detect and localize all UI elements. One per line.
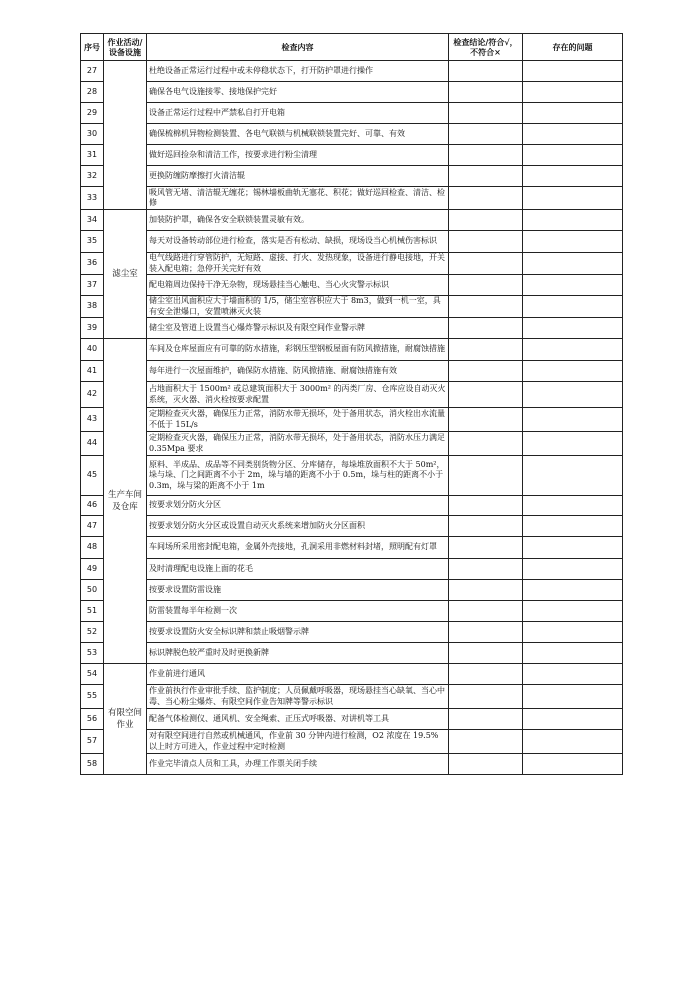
row-content: 配备气体检测仪、通风机、安全绳索、正压式呼吸器、对讲机等工具 [147, 709, 449, 730]
header-no: 序号 [81, 34, 104, 61]
table-row [81, 253, 623, 275]
row-content: 原料、半成品、成品等不同类别货物分区、分库储存，每垛堆放面积不大于 50m²，垛与垛、门之间距离不小于 2m，垛与墙的距离不小于 0.5m，垛与柱的距离不小于 0.3m，垛与梁的距离不小于 1m [147, 456, 449, 496]
result-cell[interactable] [449, 210, 523, 231]
row-content: 定期检查灭火器，确保压力正常，消防水带无损坏，处于备用状态，消火栓出水流量不低于 15L/s [147, 408, 449, 432]
issue-cell[interactable] [523, 361, 623, 382]
table-row [81, 231, 623, 253]
result-cell[interactable] [449, 496, 523, 516]
table-row [81, 664, 623, 685]
result-cell[interactable] [449, 339, 523, 361]
issue-cell[interactable] [523, 496, 623, 516]
result-cell[interactable] [449, 361, 523, 382]
issue-cell[interactable] [523, 166, 623, 187]
table-row [81, 730, 623, 754]
row-no: 36 [81, 253, 104, 275]
row-content: 车间场所采用密封配电箱，金属外壳接地，孔洞采用非燃材料封堵，照明配有灯罩 [147, 537, 449, 559]
table-row [81, 382, 623, 408]
issue-cell[interactable] [523, 82, 623, 103]
issue-cell[interactable] [523, 231, 623, 253]
table-row [81, 496, 623, 516]
row-content: 定期检查灭火器，确保压力正常，消防水带无损坏，处于备用状态，消防水压力满足 0.35Mpa 要求 [147, 432, 449, 456]
row-no: 35 [81, 231, 104, 253]
header-activity: 作业活动/设备设施 [104, 34, 147, 61]
result-cell[interactable] [449, 664, 523, 685]
result-cell[interactable] [449, 730, 523, 754]
row-no: 30 [81, 124, 104, 145]
row-content: 按要求划分防火分区 [147, 496, 449, 516]
row-content: 及时清理配电设施上面的花毛 [147, 559, 449, 580]
issue-cell[interactable] [523, 296, 623, 318]
result-cell[interactable] [449, 124, 523, 145]
group-empty [104, 61, 147, 210]
row-no: 52 [81, 622, 104, 643]
result-cell[interactable] [449, 754, 523, 775]
row-no: 55 [81, 685, 104, 709]
row-no: 46 [81, 496, 104, 516]
row-content: 更换防缠防摩擦打火清洁辊 [147, 166, 449, 187]
table-header-row [81, 34, 623, 61]
issue-cell[interactable] [523, 643, 623, 664]
result-cell[interactable] [449, 103, 523, 124]
issue-cell[interactable] [523, 559, 623, 580]
group-confined-space: 有限空间作业 [104, 664, 147, 775]
issue-cell[interactable] [523, 537, 623, 559]
table-row [81, 643, 623, 664]
issue-cell[interactable] [523, 622, 623, 643]
row-no: 31 [81, 145, 104, 166]
table-row [81, 210, 623, 231]
result-cell[interactable] [449, 318, 523, 339]
row-no: 56 [81, 709, 104, 730]
table-row [81, 516, 623, 537]
row-content: 确保梳棉机异物检测装置、各电气联锁与机械联锁装置完好、可靠、有效 [147, 124, 449, 145]
issue-cell[interactable] [523, 145, 623, 166]
row-no: 51 [81, 601, 104, 622]
issue-cell[interactable] [523, 516, 623, 537]
row-content: 防雷装置每半年检测一次 [147, 601, 449, 622]
table-row [81, 124, 623, 145]
issue-cell[interactable] [523, 408, 623, 432]
issue-cell[interactable] [523, 754, 623, 775]
row-content: 作业前执行作业审批手续、监护制度；人员佩戴呼吸器，现场悬挂当心缺氧、当心中毒、当心粉尘爆炸、有限空间作业告知牌等警示标识 [147, 685, 449, 709]
row-no: 48 [81, 537, 104, 559]
issue-cell[interactable] [523, 709, 623, 730]
table-row [81, 456, 623, 496]
result-cell[interactable] [449, 166, 523, 187]
row-content: 电气线路进行穿管防护，无短路、虚接、打火、发热现象，设备进行静电接地，开关装入配电箱；急停开关完好有效 [147, 253, 449, 275]
row-no: 57 [81, 730, 104, 754]
issue-cell[interactable] [523, 187, 623, 210]
table-row [81, 622, 623, 643]
row-no: 27 [81, 61, 104, 82]
table-row [81, 361, 623, 382]
row-content: 占地面积大于 1500m² 或总建筑面积大于 3000m² 的丙类厂房、仓库应设自动灭火系统，灭火器、消火栓按要求配置 [147, 382, 449, 408]
table-row [81, 537, 623, 559]
issue-cell[interactable] [523, 339, 623, 361]
result-cell[interactable] [449, 537, 523, 559]
result-cell[interactable] [449, 601, 523, 622]
result-cell[interactable] [449, 643, 523, 664]
row-content: 按要求设置防火安全标识牌和禁止吸烟警示牌 [147, 622, 449, 643]
row-content: 对有限空间进行自然或机械通风，作业前 30 分钟内进行检测，O2 浓度在 19.5%以上时方可进入，作业过程中定时检测 [147, 730, 449, 754]
row-no: 53 [81, 643, 104, 664]
issue-cell[interactable] [523, 210, 623, 231]
row-no: 49 [81, 559, 104, 580]
result-cell[interactable] [449, 145, 523, 166]
row-no: 58 [81, 754, 104, 775]
header-content: 检查内容 [147, 34, 449, 61]
table-row [81, 145, 623, 166]
row-content: 吸风管无堵、清洁辊无缠花；锡林墙板曲轨无塞花、积花；做好巡回检查、清洁、检修 [147, 187, 449, 210]
row-content: 杜绝设备正常运行过程中或未停稳状态下，打开防护罩进行操作 [147, 61, 449, 82]
result-cell[interactable] [449, 580, 523, 601]
result-cell[interactable] [449, 61, 523, 82]
row-no: 37 [81, 275, 104, 296]
row-no: 44 [81, 432, 104, 456]
row-no: 33 [81, 187, 104, 210]
row-no: 50 [81, 580, 104, 601]
table-row [81, 559, 623, 580]
row-no: 29 [81, 103, 104, 124]
row-no: 54 [81, 664, 104, 685]
result-cell[interactable] [449, 559, 523, 580]
table-row [81, 580, 623, 601]
row-content: 每年进行一次屋面维护，确保防水措施、防风掀措施、耐腐蚀措施有效 [147, 361, 449, 382]
row-content: 按要求设置防雷设施 [147, 580, 449, 601]
table-row [81, 318, 623, 339]
row-content: 设备正常运行过程中严禁私自打开电箱 [147, 103, 449, 124]
result-cell[interactable] [449, 253, 523, 275]
row-content: 配电箱周边保持干净无杂物，现场悬挂当心触电、当心火灾警示标识 [147, 275, 449, 296]
row-content: 每天对设备转动部位进行检查，落实是否有松动、缺损，现场设当心机械伤害标识 [147, 231, 449, 253]
issue-cell[interactable] [523, 382, 623, 408]
result-cell[interactable] [449, 685, 523, 709]
row-content: 储尘室及管道上设置当心爆炸警示标识及有限空间作业警示牌 [147, 318, 449, 339]
header-issue: 存在的问题 [523, 34, 623, 61]
result-cell[interactable] [449, 516, 523, 537]
table-row [81, 754, 623, 775]
issue-cell[interactable] [523, 318, 623, 339]
row-content: 作业完毕清点人员和工具，办理工作票关闭手续 [147, 754, 449, 775]
row-no: 38 [81, 296, 104, 318]
row-content: 加装防护罩，确保各安全联锁装置灵敏有效。 [147, 210, 449, 231]
result-cell[interactable] [449, 432, 523, 456]
issue-cell[interactable] [523, 275, 623, 296]
result-cell[interactable] [449, 709, 523, 730]
row-no: 47 [81, 516, 104, 537]
issue-cell[interactable] [523, 432, 623, 456]
issue-cell[interactable] [523, 685, 623, 709]
row-content: 储尘室出风面积应大于墙面积的 1/5，储尘室容积应大于 8m3，做到一机一室，具有安全泄爆口，安置喷淋灭火装 [147, 296, 449, 318]
row-no: 39 [81, 318, 104, 339]
row-content: 按要求划分防火分区或设置自动灭火系统来增加防火分区面积 [147, 516, 449, 537]
result-cell[interactable] [449, 231, 523, 253]
issue-cell[interactable] [523, 730, 623, 754]
issue-cell[interactable] [523, 580, 623, 601]
result-cell[interactable] [449, 82, 523, 103]
issue-cell[interactable] [523, 601, 623, 622]
table-row [81, 339, 623, 361]
result-cell[interactable] [449, 382, 523, 408]
table-row [81, 187, 623, 210]
table-row [81, 432, 623, 456]
group-dust-room: 滤尘室 [104, 210, 147, 339]
table-row [81, 685, 623, 709]
inspection-table [80, 33, 623, 775]
issue-cell[interactable] [523, 664, 623, 685]
row-no: 41 [81, 361, 104, 382]
row-no: 32 [81, 166, 104, 187]
row-content: 确保各电气设施接零、接地保护完好 [147, 82, 449, 103]
row-no: 43 [81, 408, 104, 432]
row-no: 28 [81, 82, 104, 103]
issue-cell[interactable] [523, 103, 623, 124]
issue-cell[interactable] [523, 61, 623, 82]
table-row [81, 103, 623, 124]
table-row [81, 82, 623, 103]
row-content: 标识牌脱色较严重时及时更换新牌 [147, 643, 449, 664]
result-cell[interactable] [449, 622, 523, 643]
issue-cell[interactable] [523, 124, 623, 145]
row-no: 42 [81, 382, 104, 408]
row-no: 45 [81, 456, 104, 496]
row-content: 作业前进行通风 [147, 664, 449, 685]
table-row [81, 408, 623, 432]
table-row [81, 601, 623, 622]
row-no: 40 [81, 339, 104, 361]
row-content: 做好巡回捡杂和清洁工作，按要求进行粉尘清理 [147, 145, 449, 166]
result-cell[interactable] [449, 408, 523, 432]
result-cell[interactable] [449, 275, 523, 296]
header-result: 检查结论/符合√，不符合× [449, 34, 523, 61]
result-cell[interactable] [449, 456, 523, 496]
result-cell[interactable] [449, 296, 523, 318]
group-workshop: 生产车间及仓库 [104, 339, 147, 664]
table-row [81, 275, 623, 296]
table-row [81, 61, 623, 82]
table-row [81, 166, 623, 187]
table-row [81, 296, 623, 318]
issue-cell[interactable] [523, 456, 623, 496]
result-cell[interactable] [449, 187, 523, 210]
row-content: 车间及仓库屋面应有可靠的防水措施，彩钢压型钢板屋面有防风掀措施，耐腐蚀措施 [147, 339, 449, 361]
issue-cell[interactable] [523, 253, 623, 275]
row-no: 34 [81, 210, 104, 231]
table-row [81, 709, 623, 730]
